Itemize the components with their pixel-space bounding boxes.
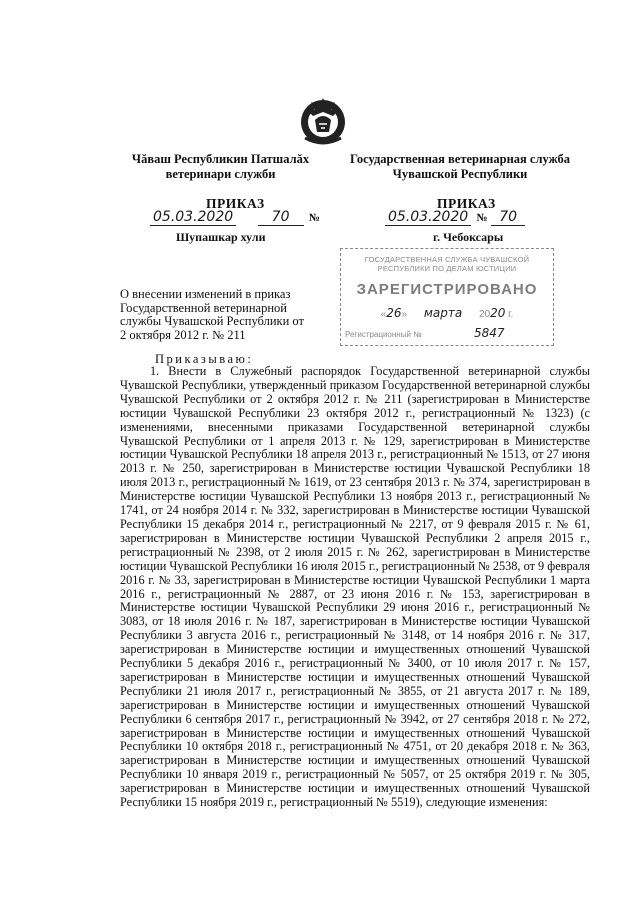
order-subject: О внесении изменений в приказ Государственной ветеринарной службы Чувашской Республики от 2 октября 2012 г. № 211: [120, 287, 304, 342]
coat-of-arms-emblem-icon: [295, 92, 351, 148]
stamp-date: «26» марта 2020 г.: [380, 306, 514, 320]
stamp-year-prefix: 20: [478, 309, 491, 320]
order-number-handwritten: 70: [258, 209, 304, 226]
order-title-russian: ПРИКАЗ: [437, 196, 496, 211]
number-sign: №: [309, 212, 321, 224]
order-body-paragraph: 1. Внести в Служебный распорядок Государственной ветеринарной службы Чувашской Республики, утвержденный приказом Государственной ветеринарной службы Чувашской Республики от 2 октября 2012 г. № 211 (зарегистрирован в Министерстве юстиции Чувашской Республики 23 октября 2012 г., регистрационный № 1323) (с изменениями, внесенными приказами Государственной ветеринарной службы Чувашской Республики от 1 апреля 2013 г. № 129, зарегистрирован в Министерстве юстиции Чувашской Республики 18 апреля 2013 г., регистрационный № 1513, от 27 июня 2013 г. № 250, зарегистрирован в Министерстве юстиции Чувашской Республики 18 июля 2013 г., регистрационный № 1619, от 23 сентября 2013 г. № 374, зарегистрирован в Министерстве юстиции Чувашской Республики 13 ноября 2013 г., регистрационный № 1741, от 24 ноября 2014 г. № 332, зарегистрирован в Министерстве юстиции Чувашской Республики 15 декабря 2014 г., регистрационный № 2217, от 9 февраля 2015 г. № 61, зарегистрирован в Министерстве юстиции Чувашской Республики 2 апреля 2015 г., регистрационный № 2398, от 2 июля 2015 г. № 262, зарегистрирован в Министерстве юстиции Чувашской Республики 16 июля 2015 г., регистрационный № 2538, от 9 февраля 2016 г. № 33, зарегистрирован в Министерстве юстиции Чувашской Республики 1 марта 2016 г., регистрационный № 2887, от 23 июня 2016 г. № 153, зарегистрирован в Министерстве юстиции Чувашской Республики 29 июня 2016 г., регистрационный № 3083, от 18 июля 2016 г. № 187, зарегистрирован в Министерстве юстиции Чувашской Республики 3 августа 2016 г., регистрационный № 3148, от 14 ноября 2016 г. № 317, зарегистрирован в Министерстве юстиции и имущественных отношений Чувашской Республики 5 декабря 2016 г., регистрационный № 3400, от 10 июля 2017 г. № 157, зарегистрирован в Министерстве юстиции и имущественных отношений Чувашской Республики 21 июля 2017 г., регистрационный № 3855, от 21 августа 2017 г. № 189, зарегистрирован в Министерстве юстиции и имущественных отношений Чувашской Республики 6 сентября 2017 г., регистрационный № 3942, от 27 сентября 2018 г. № 272, зарегистрирован в Министерстве юстиции и имущественных отношений Чувашской Республики 10 октября 2018 г., регистрационный № 4751, от 20 декабря 2018 г. № 363, зарегистрирован в Министерстве юстиции и имущественных отношений Чувашской Республики 10 января 2019 г., регистрационный № 5057, от 25 октября 2019 г. № 305, зарегистрирован в Министерстве юстиции и имущественных отношений Чувашской Республики 15 ноября 2019 г., регистрационный № 5519), следующие изменения:: [120, 364, 590, 810]
stamp-authority-line1: ГОСУДАРСТВЕННАЯ СЛУЖБА ЧУВАШСКОЙ: [364, 255, 530, 264]
number-sign: №: [476, 212, 488, 224]
stamp-reg-label: Регистрационный №: [345, 330, 422, 339]
stamp-month-handwritten: марта: [423, 306, 463, 320]
org-name-chuvash: [118, 152, 323, 182]
order-directive: Приказываю:: [155, 352, 254, 366]
org-name-chuvash-line2: ветеринари служби: [165, 167, 276, 181]
stamp-reg-number-handwritten: 5847: [473, 326, 505, 340]
stamp-registration: [341, 326, 553, 340]
org-name-chuvash-line1: Чăваш Республикин Патшалăх: [131, 152, 310, 166]
order-date-line-chuvash: [150, 209, 320, 226]
stamp-day-handwritten: 26: [386, 306, 402, 320]
order-date-handwritten: 05.03.2020: [385, 209, 471, 226]
stamp-year-mark: г.: [508, 309, 514, 320]
order-date-line-russian: [385, 209, 525, 226]
order-title-chuvash: ПРИКАЗ: [206, 196, 265, 211]
stamp-authority-line2: РЕСПУБЛИКИ ПО ДЕЛАМ ЮСТИЦИИ: [377, 264, 517, 273]
registration-stamp: [340, 248, 554, 346]
org-name-russian-line1: Государственная ветеринарная служба: [350, 152, 570, 166]
stamp-authority: [341, 255, 553, 273]
order-date-handwritten: 05.03.2020: [150, 209, 236, 226]
place-russian: г. Чебоксары: [433, 230, 504, 244]
org-name-russian-line2: Чувашской Республики: [392, 167, 528, 181]
place-chuvash: Шупашкар хули: [176, 230, 266, 244]
org-name-russian: [345, 152, 575, 182]
stamp-status: ЗАРЕГИСТРИРОВАНО: [356, 281, 538, 298]
stamp-year-handwritten: 20: [490, 306, 506, 320]
order-number-handwritten: 70: [491, 209, 525, 226]
